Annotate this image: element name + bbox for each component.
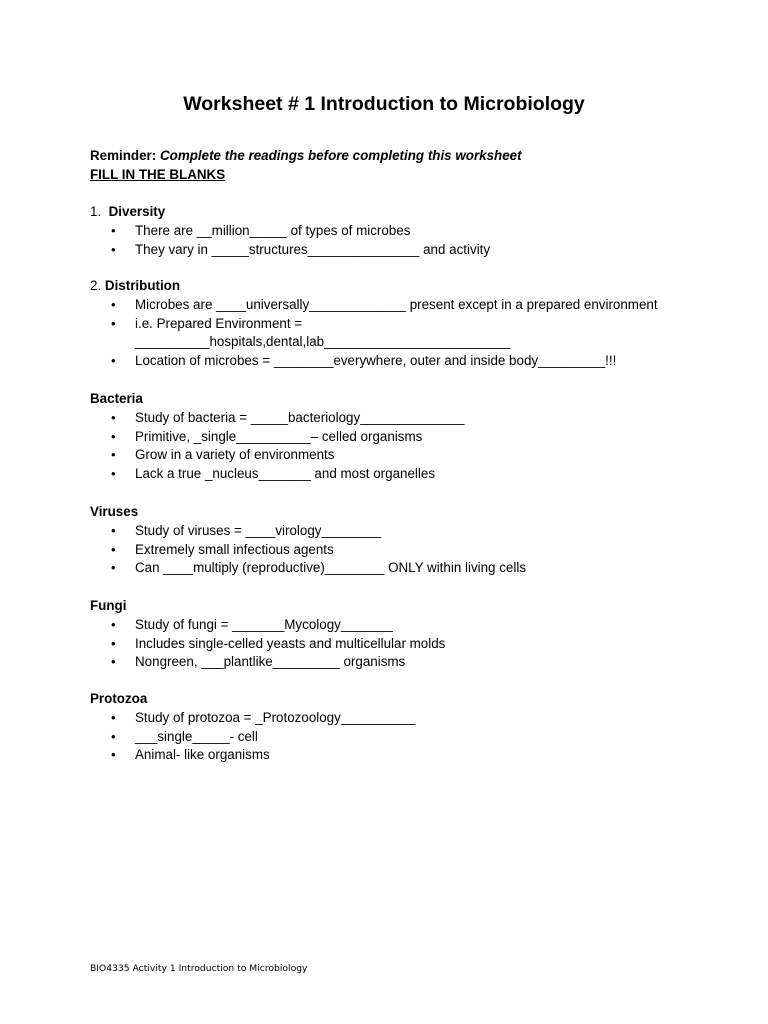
list-item (90, 653, 710, 672)
list-item-text: ___single_____- cell (135, 728, 258, 744)
reminder-label: Reminder: (90, 148, 157, 163)
bullet-icon: • (111, 428, 116, 444)
list-item (90, 352, 710, 371)
section-heading (90, 390, 710, 409)
list-item (90, 616, 710, 635)
section-heading (90, 203, 710, 222)
bullet-icon: • (111, 353, 116, 369)
bullet-icon: • (111, 222, 116, 238)
page-footer: BIO4335 Activity 1 Introduction to Microbiology (90, 963, 308, 974)
list-item (90, 465, 710, 484)
list-item-text: Lack a true _nucleus_______ and most organelles (135, 466, 436, 482)
section-name: Fungi (90, 598, 127, 613)
bullet-icon: • (111, 635, 116, 651)
list-item-text: Primitive, _single__________– celled organisms (135, 428, 423, 444)
list-item-text: There are __million_____ of types of microbes (135, 222, 411, 238)
list-item (90, 409, 710, 428)
list-item (90, 428, 710, 447)
list-item (90, 296, 710, 315)
list-item (90, 315, 710, 353)
bullet-icon: • (111, 728, 116, 744)
section-heading (90, 597, 710, 616)
list-item-text: Study of protozoa = _Protozoology__________ (135, 709, 416, 725)
list-item (90, 446, 710, 465)
list-item-text: They vary in _____structures_______________ and activity (135, 241, 491, 257)
fill-in-the-blanks-heading: FILL IN THE BLANKS (90, 167, 226, 182)
list-item-text: Grow in a variety of environments (135, 447, 335, 463)
list-item-continuation: __________hospitals,dental,lab_________________________ (135, 334, 511, 350)
bullet-icon: • (111, 466, 116, 482)
bullet-list (90, 296, 710, 371)
reminder-text: Complete the readings before completing this worksheet (159, 148, 522, 163)
bullet-list (90, 709, 710, 765)
section-name: Viruses (90, 504, 139, 519)
bullet-icon: • (111, 654, 116, 670)
list-item-text: Study of bacteria = _____bacteriology______________ (135, 409, 465, 425)
bullet-icon: • (111, 709, 116, 725)
list-item (90, 522, 710, 541)
list-item-text: Study of fungi = _______Mycology_______ (135, 616, 393, 632)
list-item (90, 559, 710, 578)
list-item-text: Includes single-celled yeasts and multicellular molds (135, 635, 446, 651)
bullet-list (90, 522, 710, 578)
section-name: Bacteria (90, 391, 143, 406)
page-title: Worksheet # 1 Introduction to Microbiology (183, 93, 585, 115)
section-name: Diversity (108, 204, 166, 219)
bullet-icon: • (111, 409, 116, 425)
list-item (90, 728, 710, 747)
list-item-text: i.e. Prepared Environment = (135, 315, 303, 331)
list-item (90, 241, 710, 260)
bullet-icon: • (111, 241, 116, 257)
bullet-list (90, 616, 710, 672)
list-item-text: Nongreen, ___plantlike_________ organisms (135, 654, 406, 670)
bullet-icon: • (111, 560, 116, 576)
section-name: Distribution (104, 278, 181, 293)
list-item-text: Extremely small infectious agents (135, 541, 334, 557)
bullet-icon: • (111, 315, 116, 331)
bullet-list (90, 409, 710, 484)
list-item (90, 541, 710, 560)
list-item-text: Can ____multiply (reproductive)________ ONLY within living cells (135, 560, 527, 576)
section-number: 1. (90, 204, 102, 219)
section-name: Protozoa (90, 691, 148, 706)
section-protozoa (90, 690, 710, 765)
bullet-icon: • (111, 747, 116, 763)
section-bacteria (90, 390, 710, 484)
reminder-line (90, 147, 522, 164)
bullet-icon: • (111, 541, 116, 557)
section-heading (90, 690, 710, 709)
list-item-text: Animal- like organisms (135, 747, 270, 763)
bullet-icon: • (111, 296, 116, 312)
list-item-text: Study of viruses = ____virology________ (135, 522, 382, 538)
section-number: 2. (90, 278, 102, 293)
list-item-text: Microbes are ____universally_____________ present except in a prepared environment (135, 296, 658, 312)
list-item (90, 746, 710, 765)
list-item (90, 709, 710, 728)
section-distribution (90, 277, 710, 371)
bullet-icon: • (111, 616, 116, 632)
bullet-list (90, 222, 710, 260)
list-item (90, 635, 710, 654)
list-item (90, 222, 710, 241)
section-heading (90, 503, 710, 522)
bullet-icon: • (111, 522, 116, 538)
bullet-icon: • (111, 447, 116, 463)
section-heading (90, 277, 710, 296)
section-diversity (90, 203, 710, 259)
section-viruses (90, 503, 710, 578)
list-item-text: Location of microbes = ________everywhere, outer and inside body_________!!! (135, 353, 617, 369)
section-fungi (90, 597, 710, 672)
